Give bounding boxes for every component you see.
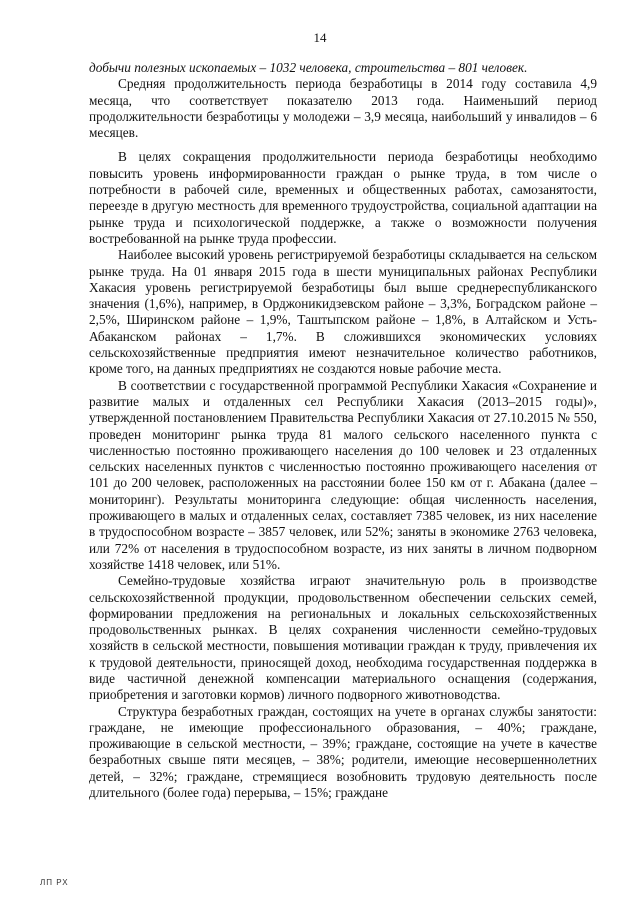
document-body <box>89 60 597 801</box>
paragraph-family-farms: Семейно-трудовые хозяйства играют значительную роль в производстве сельскохозяйственной продукции, продовольственном обеспечении сельских семей, формировании предложения на региональных и локальных сельскохозяйственных продовольственных рынках. В целях сохранения численности семейно-трудовых хозяйств в сельской местности, повышения мотивации граждан к труду, привлечения их к трудовой деятельности, приносящей доход, необходима государственная поддержка в виде частичной денежной компенсации материального оснащения (содержания, приобретения и заготовки кормов) личного подворного животноводства. <box>89 573 597 703</box>
footer-stamp: ЛП РХ <box>40 878 69 887</box>
paragraph-information-awareness: В целях сокращения продолжительности периода безработицы необходимо повысить уровень информированности граждан о рынке труда, в том числе о потребности в рабочей силе, временных и общественных работах, самозанятости, переезде в другую местность для временного трудоустройства, социальной адаптации на рынке труда и психологической поддержке, а также о возможности получения востребованной на рынке труда профессии. <box>89 149 597 246</box>
paragraph-unemployment-duration: Средняя продолжительность периода безработицы в 2014 году составила 4,9 месяца, что соответствует показателю 2013 года. Наименьший период продолжительности безработицы у молодежи – 3,9 месяца, наибольший у инвалидов – 6 месяцев. <box>89 76 597 141</box>
paragraph-unemployed-structure: Структура безработных граждан, состоящих на учете в органах службы занятости: граждане, не имеющие профессионального образования, – 40%; граждане, проживающие в сельской местности, – 39%; граждане, состоящие на учете в качестве безработных свыше пяти месяцев, – 38%; родители, имеющие несовершеннолетних детей, – 32%; граждане, стремящиеся возобновить трудовую деятельность после длительного (более года) перерыва, – 15%; граждане <box>89 703 597 801</box>
page-number: 14 <box>313 30 327 45</box>
paragraph-rural-unemployment: Наиболее высокий уровень регистрируемой безработицы складывается на сельском рынке труда. На 01 января 2015 года в шести муниципальных районах Республики Хакасия уровень регистрируемой безработицы был выше среднереспубликанского значения (1,6%), например, в Орджоникидзевском районе – 3,3%, Боградском районе – 2,5%, Ширинском районе – 1,9%, Таштыпском районе – 1,8%, в Алтайском и Усть-Абаканском районах – 1,7%. В сложившихся экономических условиях сельскохозяйственные предприятия имеют незначительное количество работников, кроме того, на данных предприятиях не создаются новые рабочие места. <box>89 247 597 377</box>
paragraph-continuation: добычи полезных ископаемых – 1032 человека, строительства – 801 человек. <box>89 60 528 75</box>
paragraph-monitoring-program: В соответствии с государственной программой Республики Хакасия «Сохранение и развитие малых и отдаленных сел Республики Хакасия (2013–2015 годы)», утвержденной постановлением Правительства Республики Хакасия от 27.10.2015 № 550, проведен мониторинг рынка труда 81 малого сельского населенного пункта с численностью постоянно проживающего населения до 100 человек и 23 отдаленных сельских населенных пунктов с численностью постоянно проживающего населения от 101 до 200 человек, расположенных на расстоянии более 150 км от г. Абакана (далее – мониторинг). Результаты мониторинга следующие: общая численность населения, проживающего в малых и отдаленных селах, составляет 7385 человек, из них население в трудоспособном возрасте – 3857 человек, или 52%; заняты в экономике 2763 человека, или 72% от населения в трудоспособном возрасте, из них заняты в личном подворном хозяйстве 1418 человек, или 51%. <box>89 377 597 572</box>
